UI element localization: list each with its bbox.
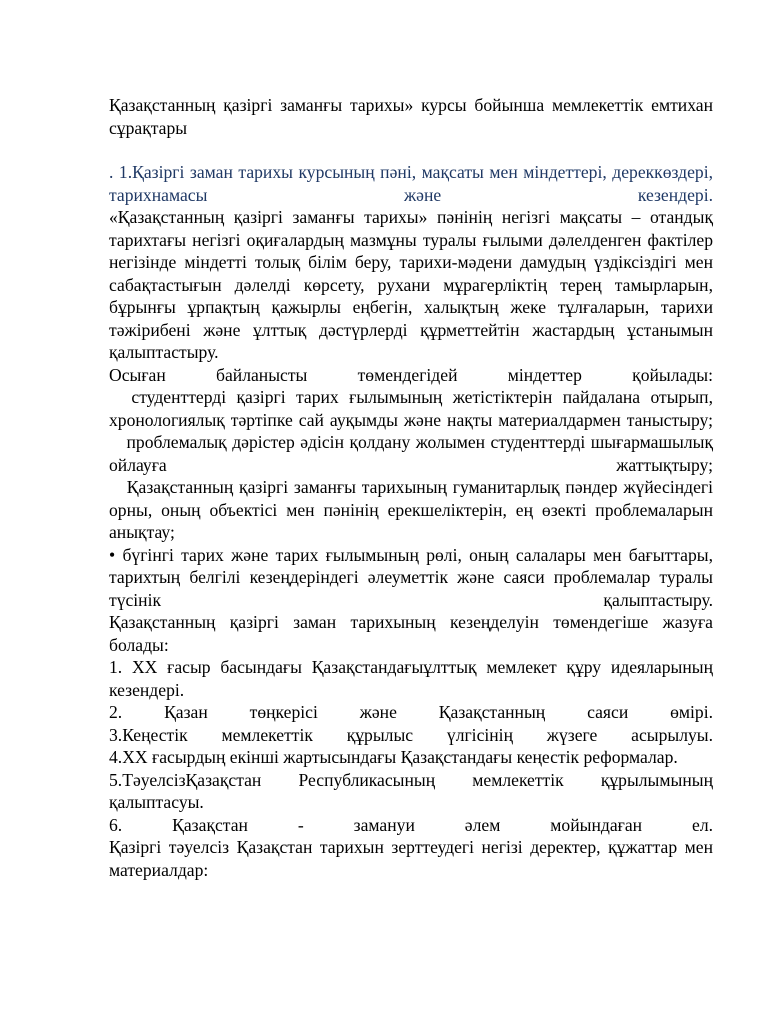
task-item-4 [109,544,713,612]
dot-bullet-icon: • [109,544,116,565]
document-page [109,94,713,881]
period-item-3: 3.Кеңестік мемлекеттік құрылыс үлгісінің жүзеге асырылуы. [109,724,713,745]
task-item-3-text: Қазақстанның қазіргі заманғы тарихының гуманитарлық пәндер жүйесіндегі орны, оның объектісі мен пәнінің ерекшеліктерін, ең өзекті проблемаларын анықтау; [109,477,713,542]
task-item-1-text: студенттерді қазіргі тарих ғылымының жетістіктерін пайдалана отырып, хронологиялық тәртіпке сай ауқымды және нақты материалдармен таныстыру; [109,387,713,430]
sources-intro: Қазіргі тәуелсіз Қазақстан тарихын зерттеудегі негізі деректер, құжаттар мен материалдар: [109,837,713,880]
period-item-1: 1. ХХ ғасыр басындағы Қазақстандағыұлттық мемлекет құру идеяларының кезендері. [109,657,713,700]
period-item-2: 2. Қазан төңкерісі және Қазақстанның саяси өмірі. [109,702,713,722]
task-item-4-text: бүгінгі тарих және тарих ғылымының рөлі, оның салалары мен бағыттары, тарихтың белгілі кезеңдеріндегі әлеуметтік және саяси проблемалар туралы түсінік қалыптастыру. [109,544,713,610]
periods-intro: Қазақстанның қазіргі заман тарихының кезеңделуін төмендегіше жазуға болады: [109,612,713,655]
document-title: Қазақстанның қазіргі заманғы тарихы» курсы бойынша мемлекеттік емтихан сұрақтары [109,95,713,138]
question-1-heading: . 1.Қазіргі заман тарихы курсының пәні, мақсаты мен міндеттері, дереккөздері, тарихнамасы және кезендері. [109,162,713,205]
task-item-3 [109,476,713,544]
period-item-4: 4.ХХ ғасырдың екінші жартысындағы Қазақстандағы кеңестік реформалар. [109,747,678,767]
goal-paragraph: «Қазақстанның қазіргі заманғы тарихы» пәнінің негізгі мақсаты – отандық тарихтағы негізгі оқиғалардың мазмұны туралы ғылыми дәлелденген фактілер негізінде міндетті толық білім беру, тарихи-мәдени дамудың үздіксіздігі мен сабақтастығын дәлелді көрсету, рухани мұрагерліктің терең тамырларын, бұрынғы ұрпақтың қажырлы еңбегін, халықтың жеке тұлғаларын, тарихи тәжірибені және ұлттық дәстүрлерді құрметтейтін жастардың ұстанымын қалыптастыру. [109,207,713,362]
task-item-1 [109,386,713,431]
task-item-2 [109,431,713,476]
task-item-2-text: проблемалық дәрістер әдісін қолдану жолымен студенттерді шығармашылық ойлауға жаттықтыру; [109,432,713,475]
period-item-6: 6. Қазақстан - замануи әлем мойындаған ел. [109,814,713,835]
tasks-intro: Осыған байланысты төмендегідей міндеттер қойылады: [109,364,713,385]
period-item-5: 5.ТәуелсізҚазақстан Республикасының мемлекеттік құрылымының қалыптасуы. [109,769,713,812]
